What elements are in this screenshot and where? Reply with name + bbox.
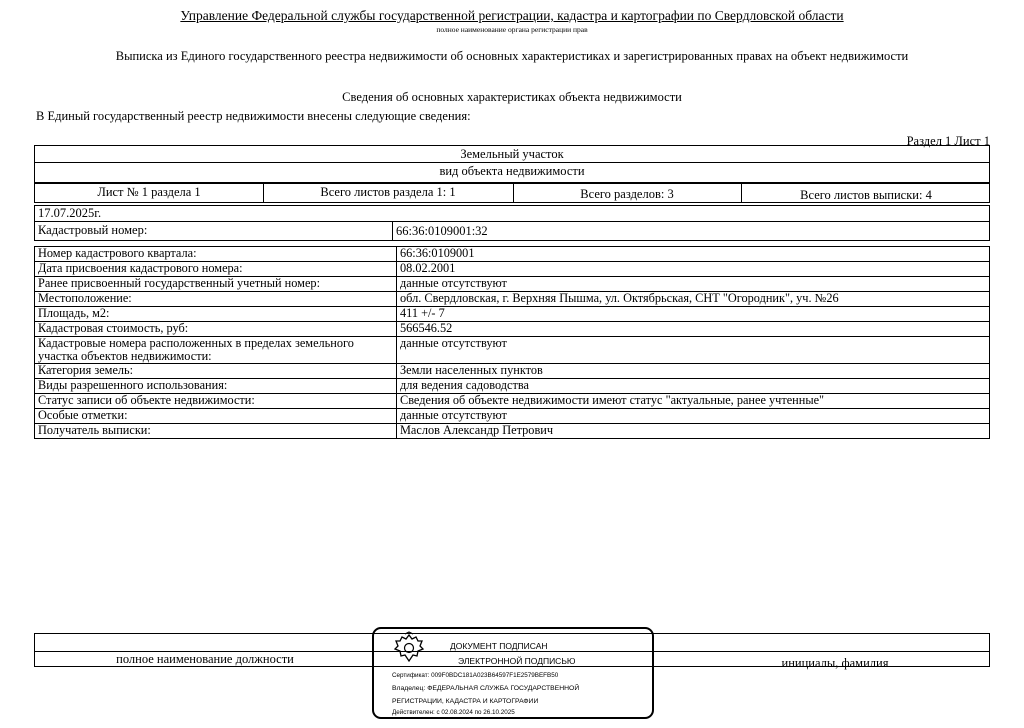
table-row — [35, 364, 990, 379]
table-row — [35, 424, 990, 439]
row-value: обл. Свердловская, г. Верхняя Пышма, ул. Октябрьская, СНТ "Огородник", уч. №26 — [397, 292, 990, 307]
row-key: Кадастровые номера расположенных в пределах земельного участка объектов недвижимости: — [35, 337, 397, 364]
table-row — [35, 337, 990, 364]
table-row — [35, 262, 990, 277]
row-value: Земли населенных пунктов — [397, 364, 990, 379]
row-value: данные отсутствуют — [397, 337, 990, 364]
table-row — [35, 409, 990, 424]
table-row — [35, 292, 990, 307]
row-value: данные отсутствуют — [397, 409, 990, 424]
row-value: 566546.52 — [397, 322, 990, 337]
row-key: Дата присвоения кадастрового номера: — [35, 262, 397, 277]
row-key: Виды разрешенного использования: — [35, 379, 397, 394]
row-value: 66:36:0109001 — [397, 247, 990, 262]
table-row — [35, 247, 990, 262]
object-type-block — [34, 145, 990, 183]
table-row — [35, 307, 990, 322]
document-title: Выписка из Единого государственного реестра недвижимости об основных характеристиках и зарегистрированных правах на объект недвижимости — [115, 49, 909, 63]
row-value: 411 +/- 7 — [397, 307, 990, 322]
table-row — [35, 394, 990, 409]
row-key: Особые отметки: — [35, 409, 397, 424]
cadastral-number-value: 66:36:0109001:32 — [396, 224, 488, 238]
stamp-certificate: Сертификат: 009F0BDC181A023B64597F1E2579BEFB50 — [392, 672, 559, 679]
total-sections: Всего разделов: 3 — [580, 187, 674, 201]
row-value: Сведения об объекте недвижимости имеют статус "актуальные, ранее учтенные" — [397, 394, 990, 409]
object-type-caption: вид объекта недвижимости — [439, 164, 585, 178]
row-value: данные отсутствуют — [397, 277, 990, 292]
row-key: Площадь, м2: — [35, 307, 397, 322]
stamp-validity: Действителен: с 02.08.2024 по 26.10.2025 — [392, 709, 515, 716]
row-key: Получатель выписки: — [35, 424, 397, 439]
stamp-owner-line2: РЕГИСТРАЦИИ, КАДАСТРА И КАРТОГРАФИИ — [392, 698, 539, 705]
section-subtitle: Сведения об основных характеристиках объекта недвижимости — [342, 90, 682, 104]
intro-text: В Единый государственный реестр недвижимости внесены следующие сведения: — [36, 109, 471, 123]
electronic-signature-stamp — [372, 627, 654, 719]
row-value: для ведения садоводства — [397, 379, 990, 394]
characteristics-table — [34, 246, 990, 439]
total-sheets-section: Всего листов раздела 1: 1 — [320, 185, 456, 199]
object-type: Земельный участок — [460, 147, 564, 161]
row-key: Категория земель: — [35, 364, 397, 379]
stamp-subtitle: ЭЛЕКТРОННОЙ ПОДПИСЬЮ — [458, 656, 576, 666]
row-value: Маслов Александр Петрович — [397, 424, 990, 439]
position-caption: полное наименование должности — [116, 652, 294, 666]
row-key: Местоположение: — [35, 292, 397, 307]
extract-date: 17.07.2025г. — [38, 206, 102, 220]
page-reference: Раздел 1 Лист 1 — [906, 134, 990, 148]
organization-caption: полное наименование органа регистрации прав — [436, 25, 588, 34]
table-row — [35, 277, 990, 292]
stamp-title: ДОКУМЕНТ ПОДПИСАН — [450, 641, 548, 651]
sheet-info-row — [34, 183, 990, 203]
total-sheets: Всего листов выписки: 4 — [800, 188, 932, 202]
organization-name: Управление Федеральной службы государственной регистрации, кадастра и картографии по Свердловской области — [180, 8, 844, 23]
row-value: 08.02.2001 — [397, 262, 990, 277]
cadastral-number-label: Кадастровый номер: — [38, 223, 148, 237]
row-key: Кадастровая стоимость, руб: — [35, 322, 397, 337]
row-key: Статус записи об объекте недвижимости: — [35, 394, 397, 409]
name-caption: инициалы, фамилия — [781, 656, 889, 670]
row-key: Номер кадастрового квартала: — [35, 247, 397, 262]
table-row — [35, 379, 990, 394]
stamp-owner-line1: Владелец: ФЕДЕРАЛЬНАЯ СЛУЖБА ГОСУДАРСТВЕННОЙ — [392, 685, 580, 692]
row-key: Ранее присвоенный государственный учетный номер: — [35, 277, 397, 292]
sheet-number: Лист № 1 раздела 1 — [97, 185, 201, 199]
coat-of-arms-icon — [392, 631, 426, 665]
cadastral-block — [34, 205, 990, 241]
table-row — [35, 322, 990, 337]
